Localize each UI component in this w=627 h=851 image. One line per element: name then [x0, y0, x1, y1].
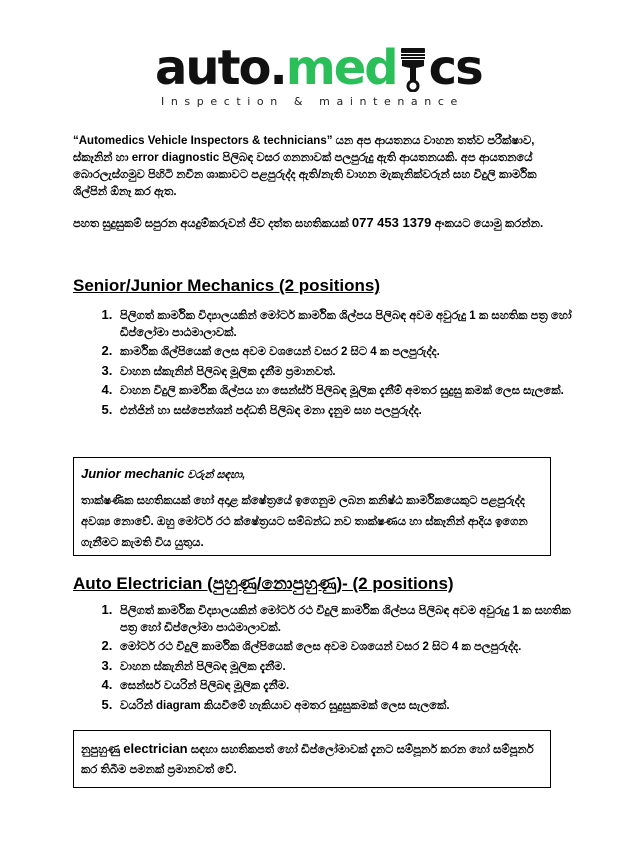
list-item: 5. වයරින් diagram කියවීමේ හැකියාව අමතර සුදුසුකමක් ලෙස සැලකේ.: [116, 697, 576, 715]
note-title-sinhala: වරුන් සඳහා,: [184, 469, 246, 481]
list-item: 1. පිලිගත් කාර්මික විද්‍යාලයකින් මෝටර් රථ විදුලි කාර්මික ශිල්පය පිලිබඳ අවම අවුරුදු 1 ක සහතික පත්‍ර හෝ ඩිප්ලෝමා පාඨමාලාවක්.: [116, 602, 576, 636]
company-logo: [155, 40, 482, 114]
note-body: තාක්ෂණික සහතිකයක් හෝ අදාළ ක්ෂේත්‍රයේ ඉගෙනුම ලබන කනිෂ්ඨ කාර්මිකයෙකුට පළපුරුද්ද අවශ්‍ය නොවේ. ඔහු මෝටර් රථ ක්ෂේත්‍රයට සම්බන්ධ නව තාක්ෂණය හා ස්කෑනින් ආදිය ඉගෙන ගැනීමට කැමති විය යුතුය.: [81, 495, 528, 549]
contact-text-2: අංකයට යොමු කරන්න.: [431, 218, 544, 230]
intro-text-1: යන අප ආයතනය වාහන තත්ව පරීක්ෂාව, ස්කෑනින් හා: [73, 135, 535, 164]
phone-number[interactable]: 077 453 1379: [351, 215, 432, 230]
note-title-english: Junior mechanic: [81, 466, 185, 481]
junior-mechanic-note-box: [73, 457, 551, 556]
list-item: 3. වාහන ස්කැනින් පිලිබඳ මූලික දැනීම ප්‍රමානවත්.: [116, 363, 576, 381]
list-item: 3. වාහන ස්කැනින් පිලිබඳ මූලික දැනීම.: [116, 658, 576, 676]
logo-text-auto: auto.: [155, 40, 286, 96]
mechanics-requirements-list: [90, 307, 576, 421]
section-heading-electrician: Auto Electrician (පුහුණු/නොපුහුණු)- (2 positions): [73, 574, 454, 593]
note-title: [81, 464, 543, 485]
note2-text-1: නුපුහුණු: [81, 744, 124, 756]
intro-paragraph: [73, 133, 553, 201]
list-item: 4. සෙන්සර් වයරින් පිලිබඳ මූලික දැනීම.: [116, 677, 576, 695]
electrician-note-box: [73, 730, 551, 788]
electrician-requirements-list: [90, 602, 576, 716]
intro-english-term: error diagnostic: [131, 152, 220, 164]
intro-text-2: පිලිබඳ වසර ගනනාවක් පලපුරුදු ඇති ආයතනයකි. අප ආයතනයේ බොරලැස්ගමුව පිහිටි නවීන ශාකාවට පළපුරුද්ද ඇති/නැති වාහන මැකැනික්වරුන් සහ විදුලි කාර්මික ශිල්පින් ඕනෑ කර ඇත.: [73, 152, 537, 198]
note2-text-2: සඳහා සහතිකපත් හෝ ඩිප්ලෝමාවක් දැනට සම්පූර්න කරන හෝ සම්පූර්න කර තිබීම පමනක් ප්‍රමානවත් වේ.: [81, 744, 534, 776]
section-heading-mechanics: Senior/Junior Mechanics (2 positions): [73, 276, 380, 295]
logo-wordmark: [155, 42, 482, 94]
logo-text-cs: cs: [428, 40, 482, 96]
piston-icon: [398, 44, 428, 92]
logo-text-med: med: [285, 40, 397, 96]
contact-paragraph: [73, 214, 553, 233]
company-name-quote: “Automedics Vehicle Inspectors & technicians”: [73, 135, 333, 147]
logo-tagline: Inspection & maintenance: [161, 95, 464, 108]
list-item: 4. වාහන විදුලි කාර්මික ශිල්පය හා සෙන්ස්ර් පිලිබඳ මූලික දැනීම් අමතර සුදුසු කමක් ලෙස සැලකේ.: [116, 382, 576, 400]
list-item: 2. කාර්මික ශිල්පියෙක් ලෙස අවම වශයෙන් වසර 2 සිට 4 ක පලපුරුද්ද.: [116, 343, 576, 361]
note2-english-term: electrician: [123, 741, 188, 756]
contact-text-1: පහත සුදුසුකම් සපුරන අයදුම්කරුවන් ජීව දත්ත සහතිකයක්: [73, 218, 352, 230]
list-item: 5. එන්ජින් හා සස්පෙන්ශන් පද්ධති පිලිබඳ මනා දැනුම සහ පලපුරුද්ද.: [116, 402, 576, 420]
list-item: 1. පිලිගත් කාර්මික විද්‍යාලයකින් මෝටර් කාර්මික ශිල්පය පිලිබඳ අවම අවුරුදු 1 ක සහතික පත්‍ර හෝ ඩිප්ලෝමා පාඨමාලාවක්.: [116, 307, 576, 341]
list-item: 2. මෝටර් රථ විදුලි කාර්මික ශිල්පියෙක් ලෙස අවම වශයෙන් වසර 2 සිට 4 ක පලපුරුද්ද.: [116, 638, 576, 656]
